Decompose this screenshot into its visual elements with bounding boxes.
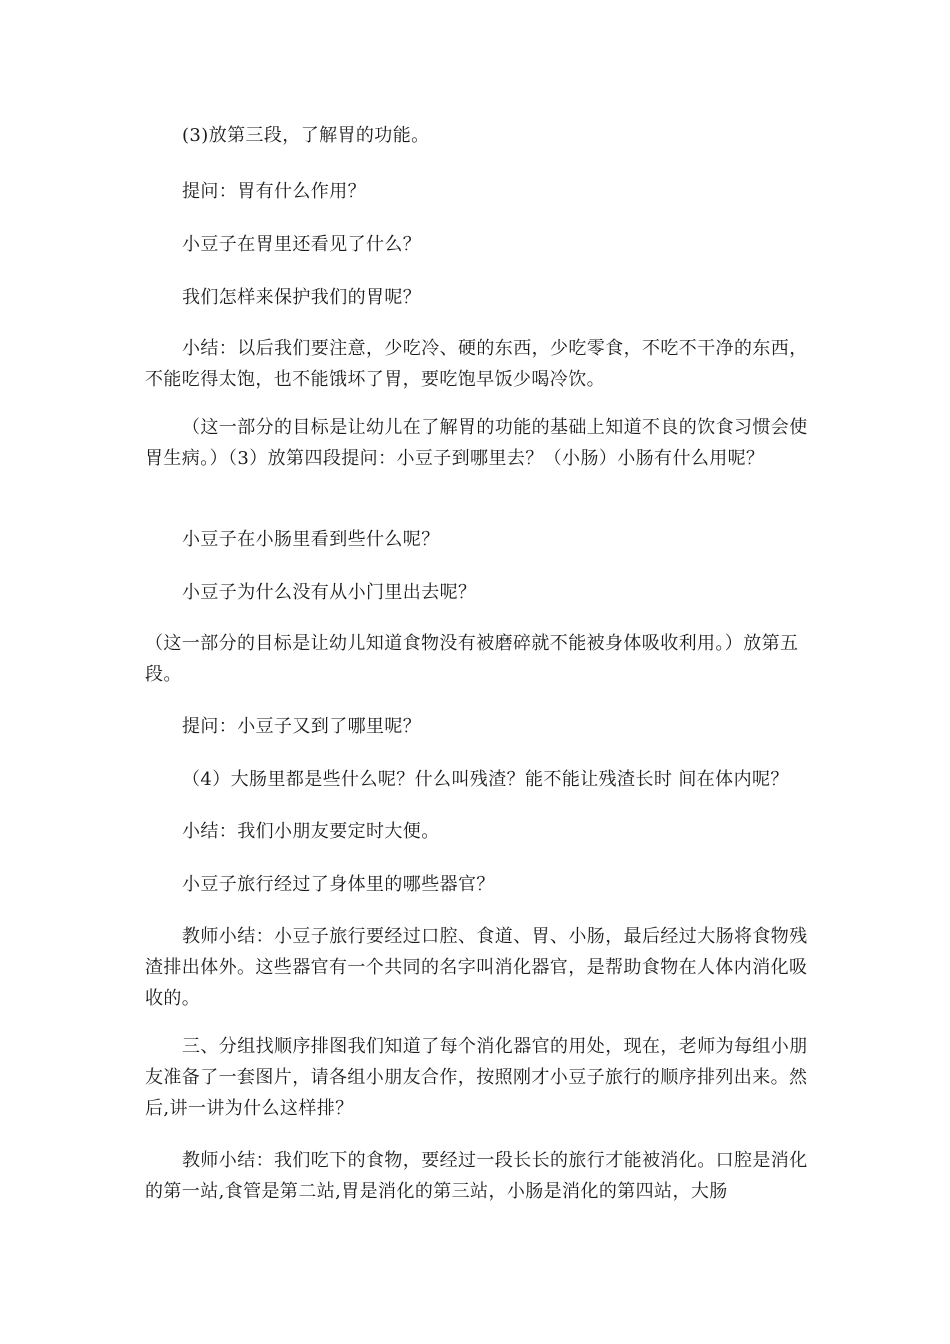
goal-note-small-intestine: （这一部分的目标是让幼儿知道食物没有被磨碎就不能被身体吸收利用。）放第五段。 (145, 633, 799, 685)
question-large-intestine: （4）大肠里都是些什么呢？什么叫残渣？能不能让残渣长时 间在体内呢？ (182, 769, 789, 790)
summary-bowel: 小结：我们小朋友要定时大便。 (182, 821, 440, 842)
question-stomach-seen: 小豆子在胃里还看见了什么？ (182, 234, 422, 255)
section-heading-stomach: (3)放第三段，了解胃的功能。 (182, 125, 430, 146)
question-protect-stomach: 我们怎样来保护我们的胃呢？ (182, 287, 422, 308)
teacher-summary-organs: 教师小结：小豆子旅行要经过口腔、食道、胃、小肠，最后经过大肠将食物残渣排出体外。这些器官有一个共同的名字叫消化器官，是帮助食物在人体内消化吸收的。 (145, 926, 808, 1009)
goal-note-stomach: （这一部分的目标是让幼儿在了解胃的功能的基础上知道不良的饮食习惯会使胃生病。）（3）放第四段提问：小豆子到哪里去？（小肠）小肠有什么用呢？ (145, 417, 808, 469)
question-stomach-function: 提问：胃有什么作用？ (182, 181, 366, 202)
section-three-grouping: 三、分组找顺序排图我们知道了每个消化器官的用处，现在，老师为每组小朋友准备了一套图片，请各组小朋友合作，按照刚才小豆子旅行的顺序排列出来。然后,讲一讲为什么这样排？ (145, 1036, 808, 1119)
question-where-next: 提问：小豆子又到了哪里呢？ (182, 716, 422, 737)
question-small-intestine-seen: 小豆子在小肠里看到些什么呢？ (182, 529, 440, 550)
question-organs: 小豆子旅行经过了身体里的哪些器官？ (182, 874, 495, 895)
summary-stomach: 小结：以后我们要注意，少吃冷、硬的东西，少吃零食，不吃不干净的东西，不能吃得太饱，也不能饿坏了胃，要吃饱早饭少喝冷饮。 (145, 338, 808, 390)
question-small-door: 小豆子为什么没有从小门里出去呢？ (182, 582, 477, 603)
teacher-summary-digestion: 教师小结：我们吃下的食物，要经过一段长长的旅行才能被消化。口腔是消化的第一站,食管是第二站,胃是消化的第三站，小肠是消化的第四站，大肠 (145, 1150, 808, 1202)
